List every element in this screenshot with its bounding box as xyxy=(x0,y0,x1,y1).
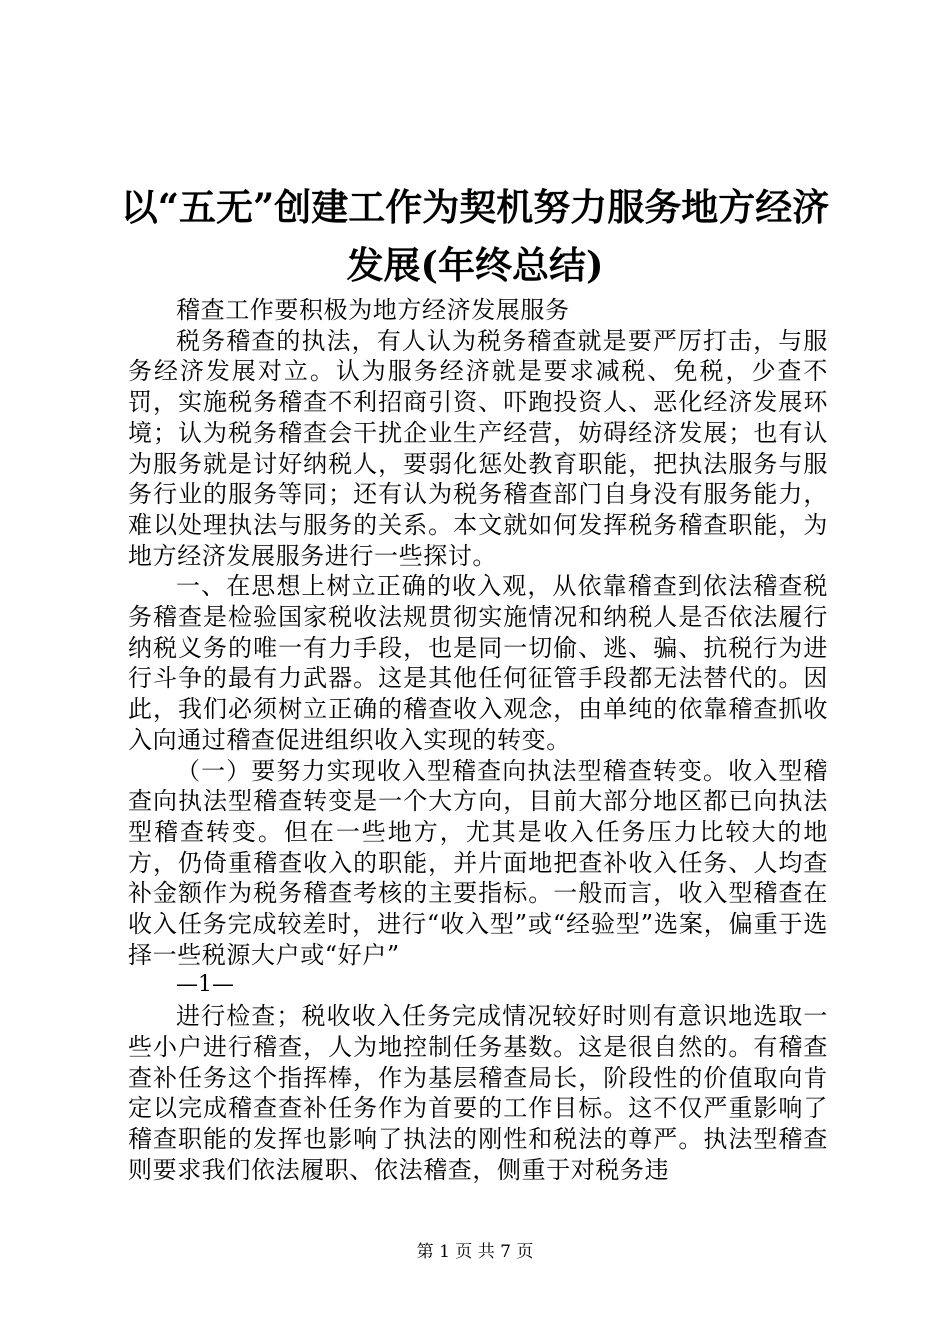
body-paragraph: 税务稽查的执法，有人认为税务稽查就是要严厉打击，与服务经济发展对立。认为服务经济就是要求减税、免税，少查不罚，实施税务稽查不利招商引资、吓跑投资人、恶化经济发展环境；认为税务稽查会干扰企业生产经营，妨碍经济发展；也有认为服务就是讨好纳税人，要弱化惩处教育职能，把执法服务与服务行业的服务等同；还有认为税务稽查部门自身没有服务能力，难以处理执法与服务的关系。本文就如何发挥税务稽查职能，为地方经济发展服务进行一些探讨。 xyxy=(128,326,828,570)
document-title-line-1: 以“五无”创建工作为契机努力服务地方经济 xyxy=(120,185,830,229)
inline-page-marker: —1— xyxy=(176,972,234,998)
document-title-line-2: 发展(年终总结) xyxy=(346,243,604,287)
body-paragraph: 进行检查；税收收入任务完成情况较好时则有意识地选取一些小户进行稽查，人为地控制任务基数。这是很自然的。有稽查查补任务这个指挥棒，作为基层稽查局长，阶段性的价值取向肯定以完成稽查查补任务作为首要的工作目标。这不仅严重影响了稽查职能的发挥也影响了执法的刚性和税法的尊严。执法型稽查则要求我们依法履职、依法稽查，侧重于对税务违 xyxy=(128,1002,828,1184)
body-paragraph: 一、在思想上树立正确的收入观，从依靠稽查到依法稽查税务稽查是检验国家税收法规贯彻实施情况和纳税人是否依法履行纳税义务的唯一有力手段，也是同一切偷、逃、骗、抗税行为进行斗争的最有力武器。这是其他任何征管手段都无法替代的。因此，我们必须树立正确的稽查收入观念，由单纯的依靠稽查抓收入向通过稽查促进组织收入实现的转变。 xyxy=(128,572,828,754)
page-footer: 第 1 页 共 7 页 xyxy=(416,1242,534,1262)
body-paragraph: （一）要努力实现收入型稽查向执法型稽查转变。收入型稽查向执法型稽查转变是一个大方向，目前大部分地区都已向执法型稽查转变。但在一些地方，尤其是收入任务压力比较大的地方，仍倚重稽查收入的职能，并片面地把查补收入任务、人均查补金额作为税务稽查考核的主要指标。一般而言，收入型稽查在收入任务完成较差时，进行“收入型”或“经验型”选案，偏重于选择一些税源大户或“好户” xyxy=(128,756,828,969)
section-heading: 稽查工作要积极为地方经济发展服务 xyxy=(176,296,570,324)
document-body xyxy=(128,295,828,1185)
